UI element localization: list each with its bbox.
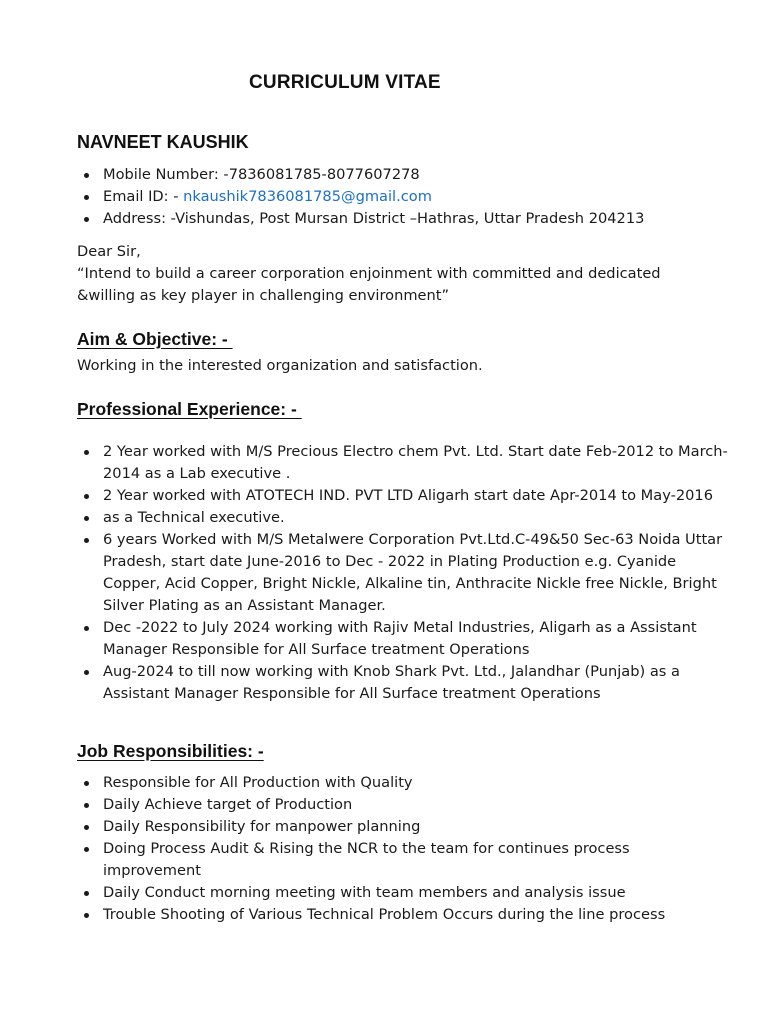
email-link[interactable]: nkaushik7836081785@gmail.com: [183, 188, 432, 205]
contact-address: [77, 208, 732, 230]
responsibility-item: Doing Process Audit & Rising the NCR to the team for continues process improvement: [77, 838, 732, 882]
address-label: Address: -: [103, 210, 176, 227]
intro-line-2: &willing as key player in challenging environment”: [77, 287, 450, 304]
aim-body: [77, 355, 732, 377]
contact-mobile: [77, 164, 732, 186]
intro-line-1: “Intend to build a career corporation enjoinment with committed and dedicated: [77, 265, 661, 282]
contact-email: [77, 186, 732, 208]
experience-item: Dec -2022 to July 2024 working with Rajiv Metal Industries, Aligarh as a Assistant Manager Responsible for All Surface treatment Operations: [77, 617, 732, 661]
experience-item: 6 years Worked with M/S Metalwere Corporation Pvt.Ltd.C-49&50 Sec-63 Noida Uttar Pradesh, start date June-2016 to Dec - 2022 in Plating Production e.g. Cyanide Copper, Acid Copper, Bright Nickle, Alkaline tin, Anthracite Nickle free Nickle, Bright Silver Plating as an Assistant Manager.: [77, 529, 732, 617]
mobile-value: 7836081785-8077607278: [228, 166, 420, 183]
experience-section: [77, 441, 732, 705]
responsibilities-heading-wrap: [77, 741, 732, 762]
mobile-label: Mobile Number: -: [103, 166, 229, 183]
greeting: Dear Sir,: [77, 243, 141, 260]
email-label: Email ID: -: [103, 188, 184, 205]
responsibilities-heading: Job Responsibilities: -: [77, 741, 264, 761]
experience-item: 2 Year worked with M/S Precious Electro chem Pvt. Ltd. Start date Feb-2012 to March-2014 as a Lab executive .: [77, 441, 732, 485]
responsibility-item: Daily Achieve target of Production: [77, 794, 732, 816]
document-title: CURRICULUM VITAE: [249, 72, 441, 93]
aim-text: Working in the interested organization and satisfaction.: [77, 357, 483, 374]
aim-heading: Aim & Objective: -: [77, 329, 233, 349]
contact-section: [77, 164, 732, 230]
experience-heading: Professional Experience: -: [77, 399, 302, 419]
responsibilities-list: [77, 772, 732, 926]
responsibilities-section: [77, 772, 732, 926]
experience-item: 2 Year worked with ATOTECH IND. PVT LTD Aligarh start date Apr-2014 to May-2016: [77, 485, 732, 507]
contact-list: [77, 164, 732, 230]
candidate-name: NAVNEET KAUSHIK: [77, 132, 249, 152]
responsibility-item: Daily Conduct morning meeting with team members and analysis issue: [77, 882, 732, 904]
aim-section: [77, 329, 732, 350]
intro-section: [77, 241, 732, 307]
responsibility-item: Daily Responsibility for manpower planning: [77, 816, 732, 838]
responsibility-item: Responsible for All Production with Quality: [77, 772, 732, 794]
experience-item: Aug-2024 to till now working with Knob Shark Pvt. Ltd., Jalandhar (Punjab) as a Assistant Manager Responsible for All Surface treatment Operations: [77, 661, 732, 705]
experience-heading-wrap: [77, 399, 732, 420]
experience-item: as a Technical executive.: [77, 507, 732, 529]
responsibility-item: Trouble Shooting of Various Technical Problem Occurs during the line process: [77, 904, 732, 926]
address-value: Vishundas, Post Mursan District –Hathras, Uttar Pradesh 204213: [175, 210, 645, 227]
experience-list: [77, 441, 732, 705]
